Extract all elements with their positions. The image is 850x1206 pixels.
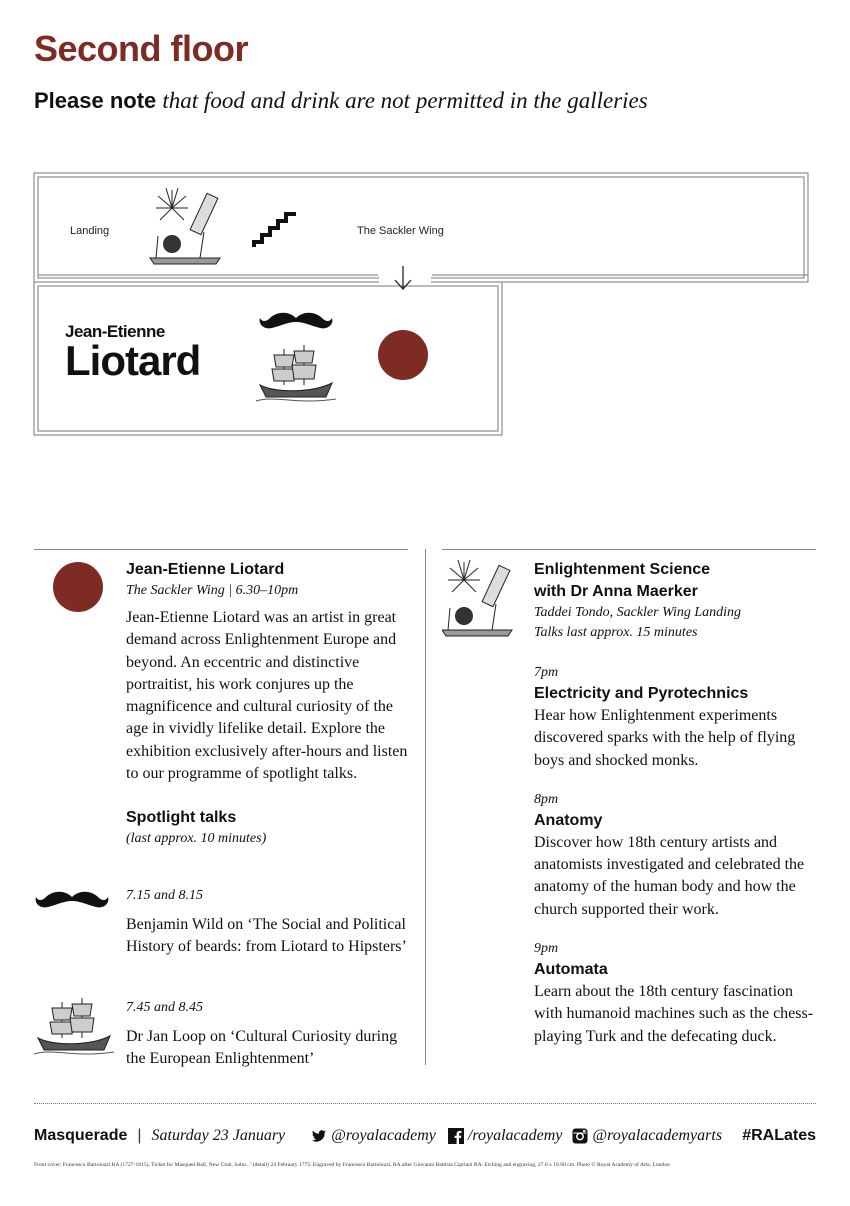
science-sub-line1: Taddei Tondo, Sackler Wing Landing [534,605,742,620]
liotard-subtitle: The Sackler Wing | 6.30–10pm [126,583,299,598]
floor-plan [0,160,850,450]
note-rest: that food and drink are not permitted in the galleries [162,88,648,113]
ship-engraving-icon [256,345,336,401]
landing-label: Landing [70,225,110,237]
session-1-title: Electricity and Pyrotechnics [534,685,749,702]
session-2-text: Discover how 18th century artists and anatomists investigated and celebrated the anatomy of the human body and how the church supported their work. [534,833,805,918]
sackler-wing-label: The Sackler Wing [357,225,444,237]
session-3-time: 9pm [534,941,559,957]
facebook-icon [448,1128,464,1144]
liotard-dot-icon [53,562,103,612]
event-date: Saturday 23 January [151,1127,286,1144]
science-sub-line2: Talks last approx. 15 minutes [534,625,698,640]
moustache-icon [34,889,114,919]
talk-1-text: Benjamin Wild on ‘The Social and Political History of beards: from Liotard to Hipsters’ [126,916,407,956]
instagram-link[interactable] [572,1127,722,1145]
liotard-exhibition-logo [65,323,200,382]
instagram-icon [572,1128,588,1144]
hashtag: #RALates [742,1127,816,1144]
note-lead: Please note [34,88,157,113]
session-1-time: 7pm [534,665,559,680]
instagram-handle: @royalacademyarts [592,1127,723,1144]
session-2-title: Anatomy [534,811,603,829]
footer [34,1124,816,1148]
session-1 [534,663,819,772]
science-section [534,559,819,1048]
footer-rule [34,1103,816,1104]
ship-engraving-icon [34,998,118,1062]
session-2-time: 8pm [534,791,559,807]
facebook-handle: /royalacademy [467,1127,563,1144]
science-title-line1: Enlightenment Science [534,561,711,578]
column-divider [425,549,426,1065]
logo-first-name: Jean-Etienne [65,322,165,341]
talk-1-time: 7.15 and 8.15 [126,888,203,903]
moustache-icon [260,313,333,329]
science-engraving-icon [442,560,522,640]
left-column-rule [34,549,408,550]
talk-2-time: 7.45 and 8.45 [126,1000,203,1015]
staircase-icon [252,212,296,247]
event-name: Masquerade [34,1127,128,1144]
twitter-handle: @royalacademy [331,1127,436,1144]
session-2 [534,790,819,921]
science-title-line2: with Dr Anna Maerker [534,583,698,600]
science-engraving-icon [150,188,220,264]
talk-1 [126,886,411,959]
talk-2 [126,998,411,1071]
image-credit: Front cover: Francesco Bartolozzi RA (1727-1815), Ticket for Masqued Ball, New Club, Soho...’ (detail) 24 February 1775. Engraved by Francesco Bartolozzi, RA after Giovanni Battista Cipriani RA. Etching and engraving, 27.0 x 18.60 cm. Photo © Royal Academy of Arts, London [34,1162,670,1168]
logo-last-name: Liotard [65,337,201,384]
liotard-location-dot [378,330,428,380]
food-drink-note [34,88,648,114]
facebook-link[interactable] [448,1127,562,1145]
session-3-text: Learn about the 18th century fascination with humanoid machines such as the chess-playing Turk and the defecating duck. [534,983,814,1045]
spotlight-title: Spotlight talks [126,809,237,827]
talk-2-text: Dr Jan Loop on ‘Cultural Curiosity during the European Enlightenment’ [126,1028,398,1068]
liotard-section [126,559,411,849]
footer-separator: | [137,1127,142,1144]
spotlight-subtitle: (last approx. 10 minutes) [126,831,267,847]
liotard-title: Jean-Etienne Liotard [126,561,285,578]
page-title: Second floor [34,28,249,69]
right-column-rule [442,549,816,550]
session-1-text: Hear how Enlightenment experiments discovered sparks with the help of flying boys and shocked monks. [534,707,796,769]
twitter-icon [311,1128,327,1144]
floor-plan-walls [0,160,850,450]
session-3 [534,939,819,1048]
liotard-description: Jean-Etienne Liotard was an artist in great demand across Enlightenment Europe and beyond. An eccentric and distinctive portraitist, his work conjures up the magnificence and cultural curiosity of the age in vividly lifelike detail. Explore the exhibition exclusively after-hours and listen to our programme of spotlight talks. [126,609,408,783]
session-3-title: Automata [534,961,608,979]
twitter-link[interactable] [311,1127,436,1145]
